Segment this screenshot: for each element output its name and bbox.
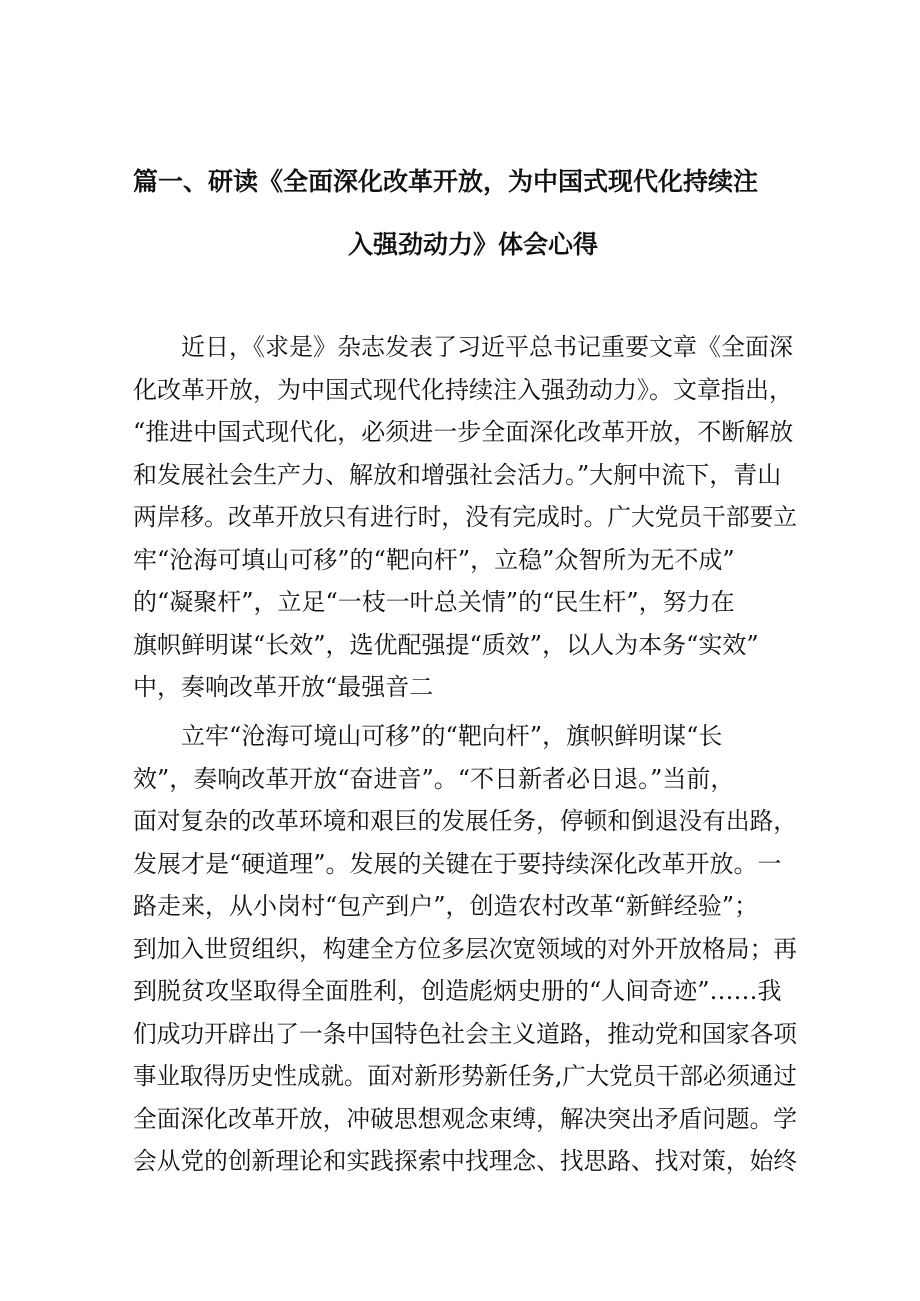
paragraph-line: 到脱贫攻坚取得全面胜利，创造彪炳史册的“人间奇迹”……我 <box>133 977 782 1005</box>
paragraph-line: 中，奏响改革开放“最强音二 <box>133 673 434 701</box>
paragraph-line: 立牢“沧海可境山可移”的“靶向杆”，旗帜鲜明谋“长 <box>181 722 723 750</box>
paragraph-line: 旗帜鲜明谋“长效”，选优配强提“质效”，以人为本务“实效” <box>133 630 759 659</box>
paragraph-line: “推进中国式现代化，必须进一步全面深化改革开放，不断解放 <box>133 418 794 446</box>
paragraph-line: 发展才是“硬道理”。发展的关键在于要持续深化改革开放。一 <box>133 849 782 878</box>
paragraph-1 <box>133 326 797 709</box>
paragraph-line: 两岸移。改革开放只有进行时，没有完成时。广大党员干部要立 <box>133 503 798 531</box>
paragraph-line: 全面深化改革开放，冲破思想观念束缚，解决突出矛盾问题。学 <box>133 1104 798 1133</box>
paragraph-line: 和发展社会生产力、解放和增强社会活力。”大舸中流下，青山 <box>133 460 782 489</box>
paragraph-line: 会从党的创新理论和实践探索中找理念、找思路、找对策，始终 <box>133 1147 798 1175</box>
paragraph-line: 面对复杂的改革环境和艰巨的发展任务，停顿和倒退没有出路， <box>133 807 798 835</box>
paragraph-line: 化改革开放，为中国式现代化持续注入强劲动力》。文章指出， <box>133 375 793 404</box>
paragraph-line: 事业取得历史性成就。面对新形势新任务,广大党员干部必须通过 <box>133 1062 797 1090</box>
paragraph-line: 们成功开辟出了一条中国特色社会主义道路，推动党和国家各项 <box>133 1019 798 1048</box>
paragraph-line: 的“凝聚杆”，立足“一枝一叶总关情”的“民生杆”，努力在 <box>133 588 735 616</box>
paragraph-2 <box>133 715 797 1183</box>
document-title-line-1: 篇一、研读《全面深化改革开放，为中国式现代化持续注 <box>133 167 759 196</box>
paragraph-line: 效”，奏响改革开放“奋进音”。“不日新者必日退。”当前， <box>133 764 735 793</box>
paragraph-line: 近日，《求是》杂志发表了习近平总书记重要文章《全面深 <box>181 333 793 361</box>
paragraph-line: 路走来，从小岗村“包产到户”，创造农村改革“新鲜经验”； <box>133 892 759 920</box>
document-title-line-2: 入强劲动力》体会心得 <box>348 230 599 259</box>
paragraph-line: 到加入世贸组织，构建全方位多层次宽领域的对外开放格局；再 <box>133 934 798 963</box>
paragraph-line: 牢“沧海可填山可移”的“靶向杆”，立稳”众智所为无不成” <box>133 545 735 574</box>
